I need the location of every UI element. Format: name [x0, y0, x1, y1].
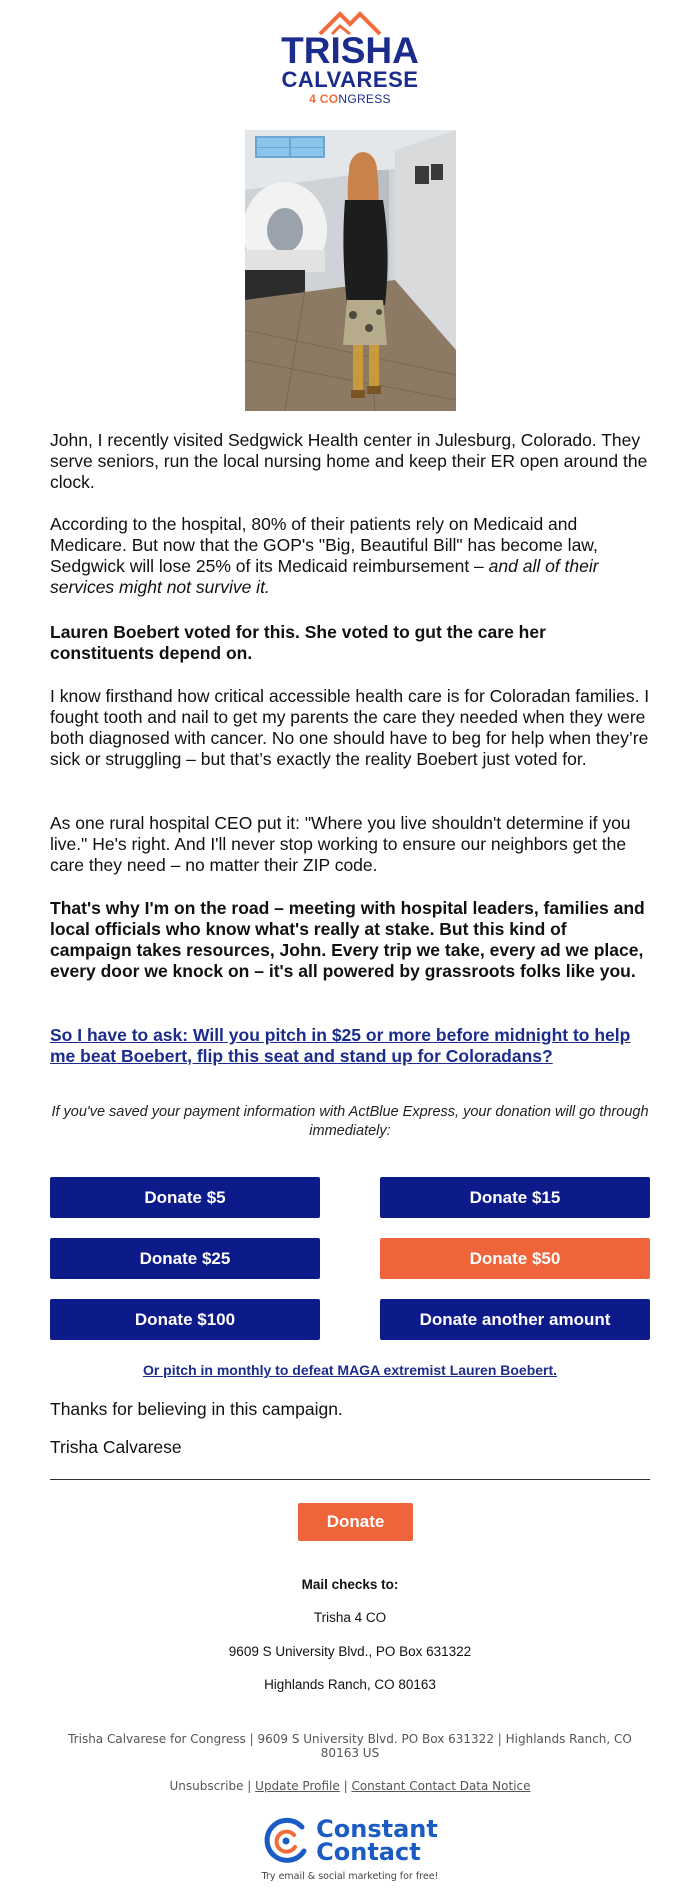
monthly-donation-link[interactable]: Or pitch in monthly to defeat MAGA extremist Lauren Boebert. — [142, 1362, 558, 1378]
hospital-visit-photo — [245, 130, 456, 411]
divider — [50, 1479, 650, 1480]
mail-checks-heading: Mail checks to: — [301, 1577, 399, 1592]
logo-subtitle-accent: 4 CO — [309, 92, 339, 106]
unsubscribe-link[interactable]: Unsubscribe — [169, 1779, 244, 1793]
constant-contact-word-2: Contact — [316, 1838, 421, 1866]
mail-recipient: Trisha 4 CO — [313, 1610, 387, 1625]
constant-contact-word-1: Constant — [316, 1815, 438, 1843]
photo-illustration — [245, 130, 456, 411]
campaign-logo[interactable] — [0, 10, 700, 106]
logo-last-name: CALVARESE — [281, 67, 419, 92]
logo-subtitle-rest: NGRESS — [338, 92, 391, 106]
ask-donate-link[interactable]: So I have to ask: Will you pitch in $25 or more before midnight to help me beat Boebert, flip this seat and stand up for Coloradans? — [50, 1025, 631, 1066]
actblue-notice: If you've saved your payment information with ActBlue Express, your donation will go through immediately: — [51, 1104, 649, 1139]
constant-contact-wordmark — [316, 1815, 438, 1866]
body-paragraph-4: I know firsthand how critical accessible health care is for Coloradan families. I fought tooth and nail to get my parents the care they needed when they were both diagnosed with cancer. No one should have to beg for help when they’re sick or struggling – but that’s exactly the reality Boebert just voted for. — [50, 686, 650, 769]
donate-other-amount-button[interactable]: Donate another amount — [380, 1299, 650, 1340]
donate-5-button[interactable]: Donate $5 — [50, 1177, 320, 1218]
body-paragraph-3: Lauren Boebert voted for this. She voted to gut the care her constituents depend on. — [50, 622, 546, 663]
body-paragraph-2 — [50, 514, 650, 598]
logo-first-name: TRISHA — [281, 30, 419, 71]
body-paragraph-2-plain: According to the hospital, 80% of their patients rely on Medicaid and Medicare. But now that the GOP's "Big, Beautiful Bill" has become law, Sedgwick will lose 25% of its Medicaid reimbursement – — [50, 514, 598, 576]
signoff-name: Trisha Calvarese — [50, 1437, 182, 1457]
body-paragraph-5: As one rural hospital CEO put it: "Where you live shouldn't determine if you live." He's right. And I'll never stop working to ensure our neighbors get the care they need – no matter their ZIP code. — [50, 813, 631, 875]
constant-contact-badge[interactable] — [0, 1817, 700, 1882]
donate-button[interactable]: Donate — [298, 1503, 413, 1541]
footer-address: Trisha Calvarese for Congress | 9609 S University Blvd. PO Box 631322 | Highlands Ranch, CO 80163 US — [68, 1732, 632, 1760]
signoff-thanks: Thanks for believing in this campaign. — [50, 1399, 343, 1419]
data-notice-link[interactable]: Constant Contact Data Notice — [351, 1779, 531, 1793]
footer-separator: | — [343, 1779, 348, 1793]
donate-15-button[interactable]: Donate $15 — [380, 1177, 650, 1218]
constant-contact-tagline: Try email & social marketing for free! — [261, 1871, 439, 1882]
body-paragraph-2-italic: and all of their services might not survive it. — [50, 556, 599, 597]
body-paragraph-6: That's why I'm on the road – meeting with hospital leaders, families and local officials who know what's really at stake. But this kind of campaign takes resources, John. Every trip we take, every ad we place, every door we knock on – it's all powered by grassroots folks like you. — [50, 898, 645, 981]
donate-100-button[interactable]: Donate $100 — [50, 1299, 320, 1340]
footer-separator: | — [247, 1779, 252, 1793]
mail-city: Highlands Ranch, CO 80163 — [264, 1677, 436, 1692]
mail-street: 9609 S University Blvd., PO Box 631322 — [228, 1644, 472, 1659]
update-profile-link[interactable]: Update Profile — [255, 1779, 340, 1793]
logo-subtitle — [0, 92, 700, 106]
footer-links — [0, 1779, 700, 1793]
donate-25-button[interactable]: Donate $25 — [50, 1238, 320, 1279]
body-paragraph-1: John, I recently visited Sedgwick Health center in Julesburg, Colorado. They serve seniors, run the local nursing home and keep their ER open around the clock. — [50, 430, 648, 492]
constant-contact-logo-icon — [262, 1817, 310, 1865]
donate-50-button[interactable]: Donate $50 — [380, 1238, 650, 1279]
